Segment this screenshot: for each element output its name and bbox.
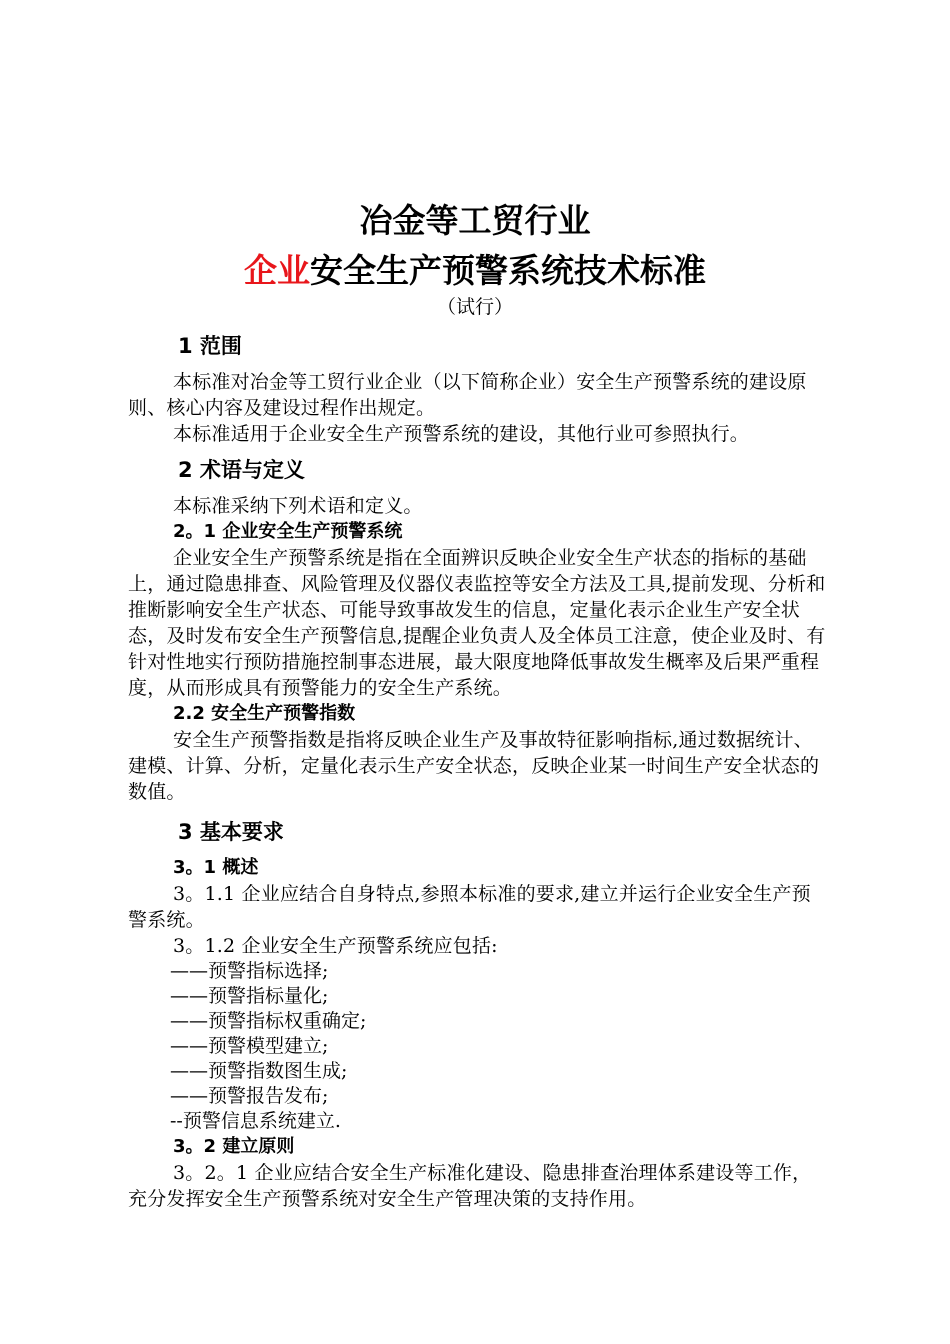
section-3-2-heading: 3。2 建立原则 <box>173 1136 295 1157</box>
title-line-1: 冶金等工贸行业 <box>359 201 591 240</box>
list-item: ——预警指数图生成; <box>170 1060 348 1082</box>
list-item: ——预警指标选择; <box>170 960 329 982</box>
list-item: ——预警模型建立; <box>170 1035 329 1057</box>
section-3-1-heading: 3。1 概述 <box>173 857 259 878</box>
list-item: ——预警指标权重确定; <box>170 1010 367 1032</box>
section-2-1-heading: 2。1 企业安全生产预警系统 <box>173 521 403 542</box>
title-main-text: 安全生产预警系统技术标准 <box>310 251 706 290</box>
section-3-heading: 3 基本要求 <box>178 820 284 844</box>
section-3-2-1-paragraph: 3。2。1 企业应结合安全生产标准化建设、隐患排查治理体系建设等工作，充分发挥安全生产预警系统对安全生产管理决策的支持作用。 <box>128 1162 812 1210</box>
section-2-1-paragraph: 企业安全生产预警系统是指在全面辨识反映企业安全生产状态的指标的基础上，通过隐患排查、风险管理及仪器仪表监控等安全方法及工具,提前发现、分析和推断影响安全生产状态、可能导致事故发生的信息，定量化表示企业生产安全状态，及时发布安全生产预警信息,提醒企业负责人及全体员工注意，使企业及时、有针对性地实行预防措施控制事态进展，最大限度地降低事故发生概率及后果严重程度，从而形成具有预警能力的安全生产系统。 <box>128 547 826 699</box>
section-2-2-paragraph: 安全生产预警指数是指将反映企业生产及事故特征影响指标,通过数据统计、建模、计算、分析，定量化表示生产安全状态，反映企业某一时间生产安全状态的数值。 <box>128 729 820 803</box>
document-body <box>128 329 828 1212</box>
section-1-paragraph-1: 本标准对冶金等工贸行业企业（以下简称企业）安全生产预警系统的建设原则、核心内容及建设过程作出规定。 <box>128 371 807 419</box>
section-2-2-heading: 2.2 安全生产预警指数 <box>173 703 356 724</box>
section-3-1-1-paragraph: 3。1.1 企业应结合自身特点,参照本标准的要求,建立并运行企业安全生产预警系统。 <box>128 883 811 931</box>
section-2-heading: 2 术语与定义 <box>178 458 305 482</box>
title-red-text: 企业 <box>244 251 310 290</box>
list-item: --预警信息系统建立. <box>170 1110 341 1132</box>
subtitle: （试行） <box>436 296 513 318</box>
list-item: ——预警报告发布; <box>170 1085 329 1107</box>
section-2-paragraph-1: 本标准采纳下列术语和定义。 <box>173 495 423 517</box>
section-1-heading: 1 范围 <box>178 334 242 358</box>
section-3-1-2-paragraph: 3。1.2 企业安全生产预警系统应包括: <box>173 935 498 957</box>
list-item: ——预警指标量化; <box>170 985 329 1007</box>
title-line-2 <box>0 248 950 294</box>
section-1-paragraph-2: 本标准适用于企业安全生产预警系统的建设，其他行业可参照执行。 <box>173 423 750 445</box>
